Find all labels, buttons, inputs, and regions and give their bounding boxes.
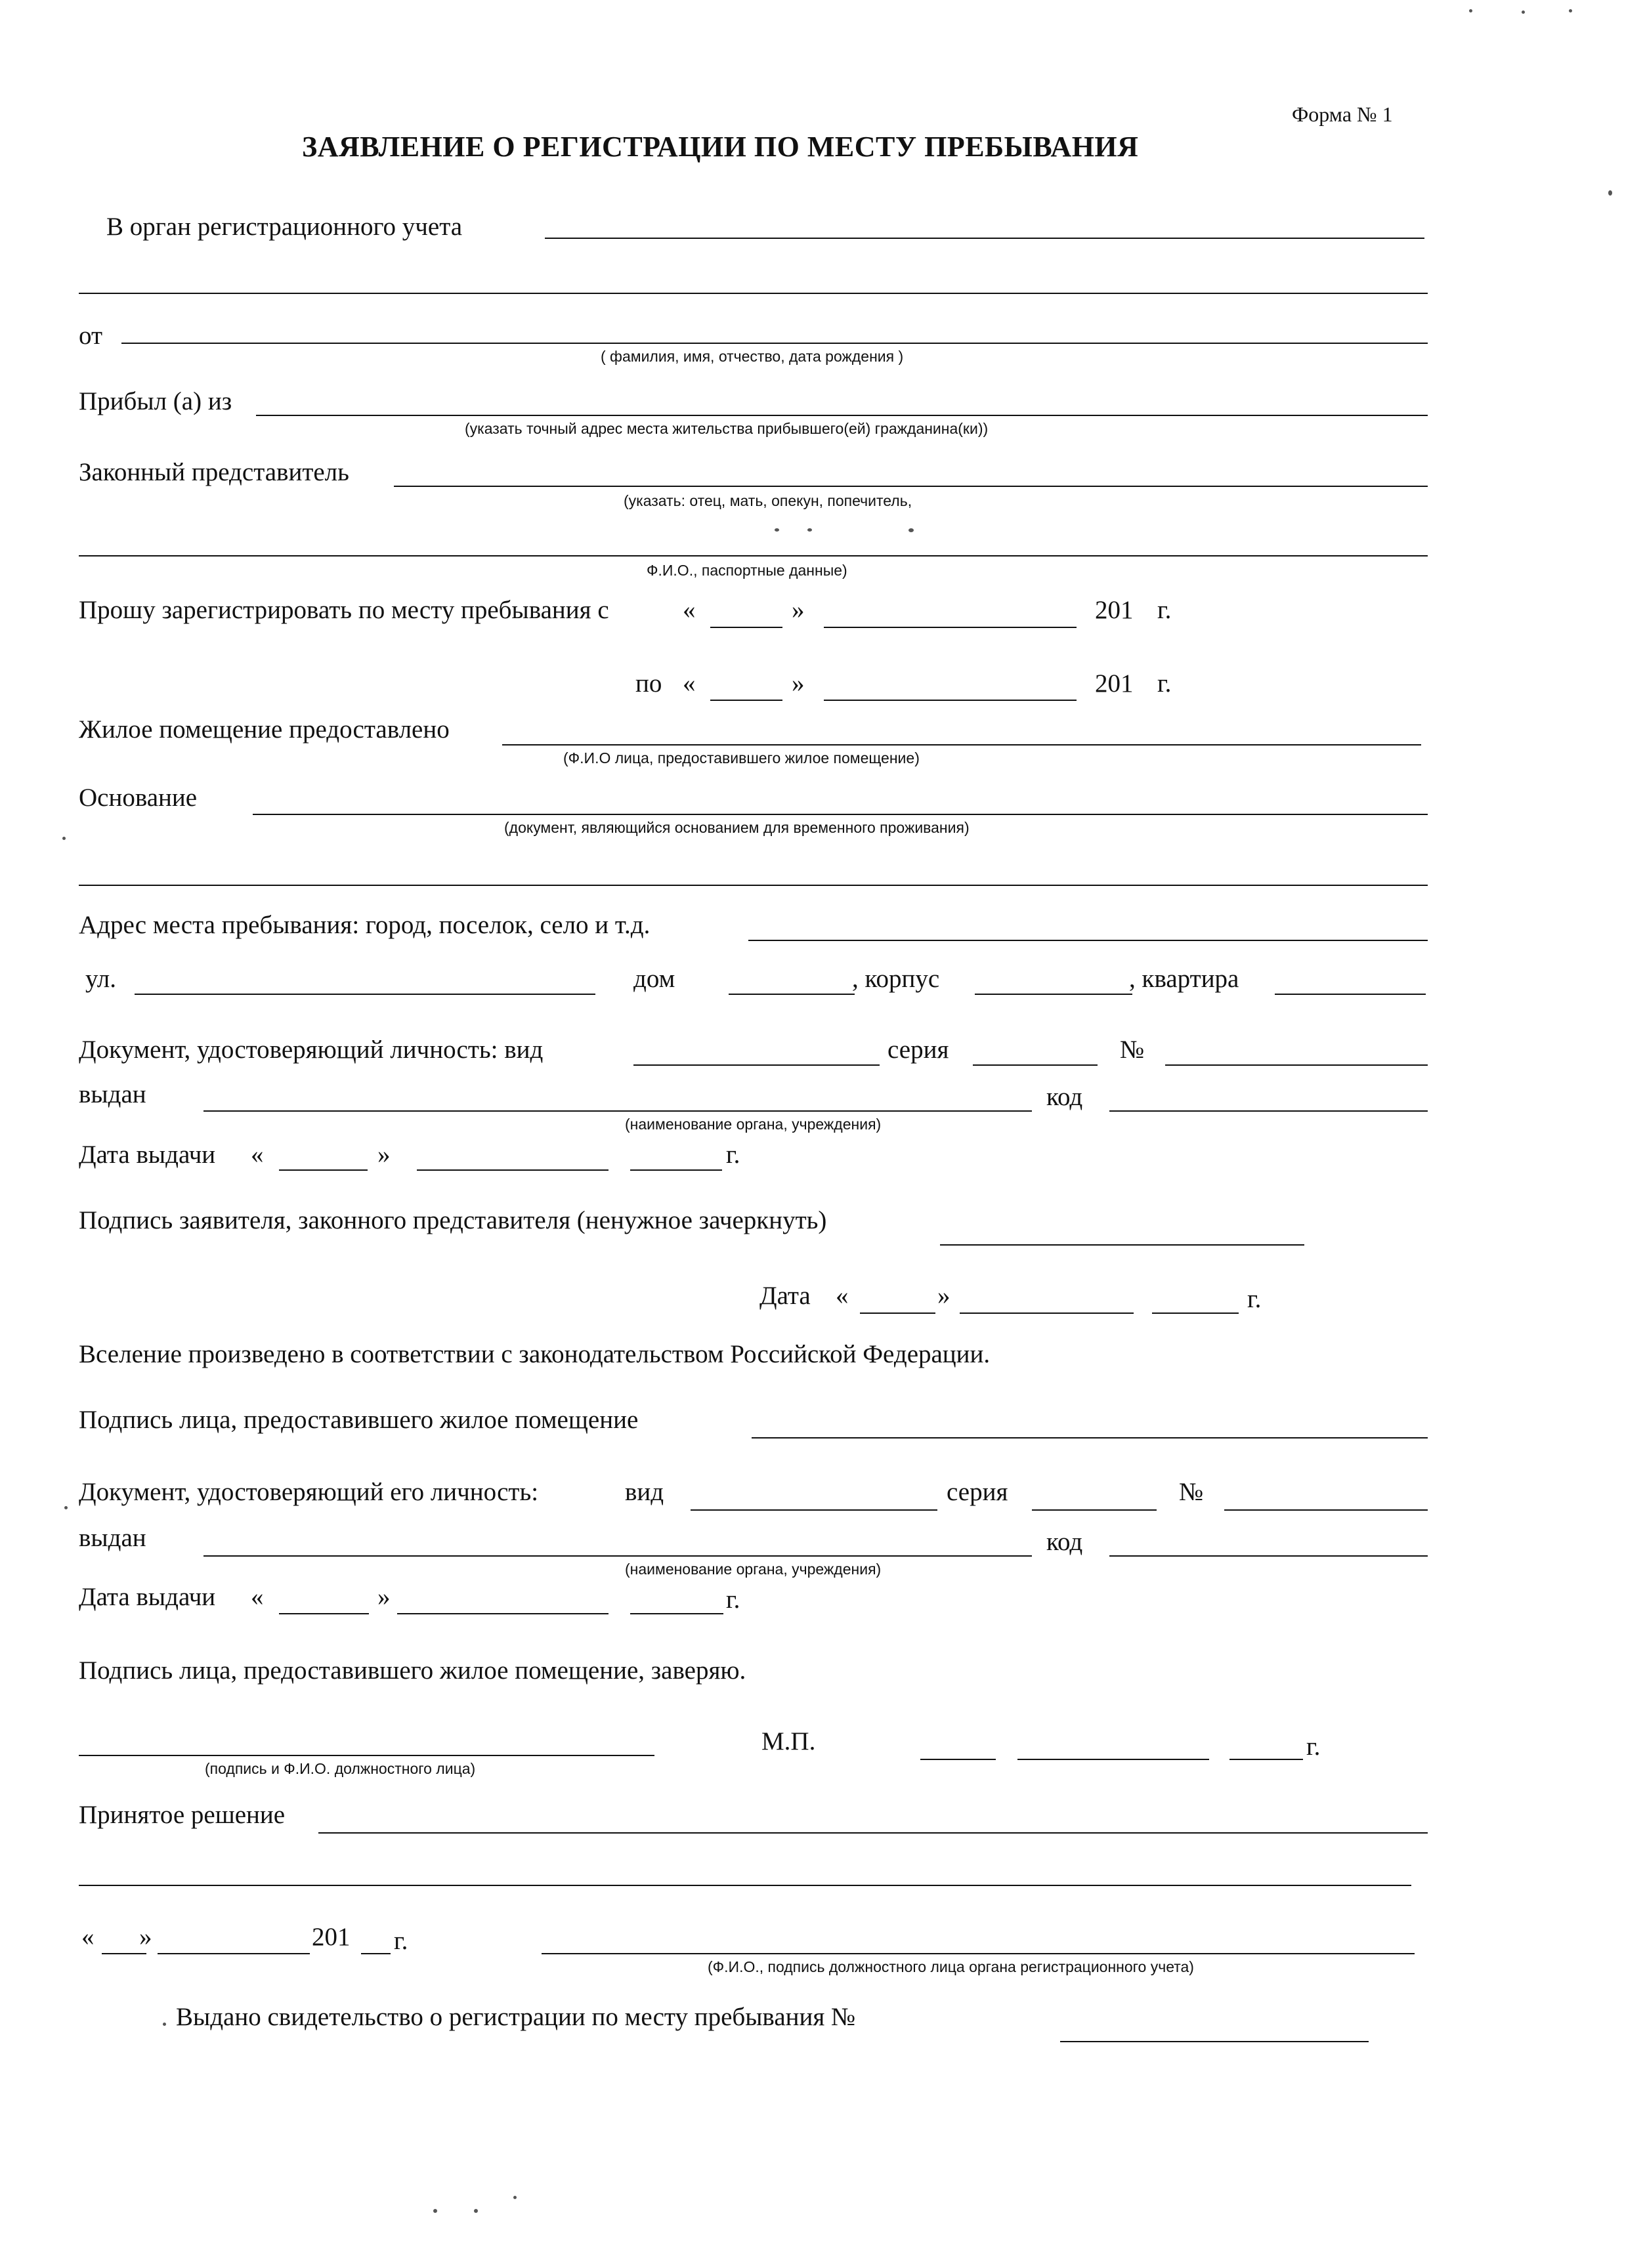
request-to-close-quote: » [792, 669, 805, 698]
certificate-number-field[interactable] [1060, 2041, 1369, 2042]
from-field[interactable] [121, 343, 1428, 344]
decision-date-open-quote: « [81, 1923, 95, 1951]
applicant-issue-day-field[interactable] [279, 1169, 368, 1171]
housing-field[interactable] [502, 744, 1421, 746]
request-to-year-prefix: 201 [1095, 669, 1134, 698]
building-field[interactable] [975, 994, 1132, 995]
request-to-label: по [635, 669, 662, 698]
legal-rep-field-line2[interactable] [79, 555, 1428, 556]
provider-id-issuer-hint: (наименование органа, учреждения) [625, 1561, 882, 1578]
applicant-id-kind-field[interactable] [633, 1064, 880, 1066]
scan-speck [807, 528, 812, 532]
house-label: дом [633, 965, 675, 993]
legal-rep-hint-2: Ф.И.О., паспортные данные) [647, 562, 847, 579]
apartment-label: , квартира [1129, 965, 1239, 993]
street-label: ул. [85, 965, 116, 993]
scan-speck [1608, 190, 1612, 196]
legal-rep-hint: (указать: отец, мать, опекун, попечитель, [624, 492, 912, 509]
scan-speck [163, 2023, 166, 2026]
request-label: Прошу зарегистрировать по месту пребывания с [79, 596, 609, 624]
scan-speck [1569, 9, 1572, 12]
scan-speck [62, 837, 66, 840]
registration-body-field-line2[interactable] [79, 293, 1428, 294]
scan-speck [1522, 10, 1525, 14]
date-label: Дата [759, 1282, 811, 1310]
applicant-issue-date-label: Дата выдачи [79, 1141, 216, 1169]
certification-statement: Подпись лица, предоставившего жилое помещение, заверяю. [79, 1656, 746, 1685]
request-to-open-quote: « [683, 669, 696, 698]
scan-speck [513, 2196, 517, 2199]
stamp-label: М.П. [761, 1727, 816, 1755]
registrar-signature-field[interactable] [542, 1953, 1415, 1954]
applicant-issue-date-close-quote: » [377, 1141, 391, 1169]
provider-id-code-field[interactable] [1109, 1555, 1428, 1557]
registrar-hint: (Ф.И.О., подпись должностного лица органа регистрационного учета) [708, 1958, 1194, 1975]
basis-field-line2[interactable] [79, 885, 1428, 886]
applicant-id-issued-field[interactable] [203, 1110, 1032, 1112]
applicant-issue-month-field[interactable] [417, 1169, 609, 1171]
provider-id-number-label: № [1179, 1478, 1204, 1506]
scan-speck [908, 528, 914, 532]
provider-signature-label: Подпись лица, предоставившего жилое помещение [79, 1406, 639, 1434]
request-from-open-quote: « [683, 596, 696, 624]
provider-id-number-field[interactable] [1224, 1509, 1428, 1511]
form-number: Форма № 1 [1292, 102, 1393, 126]
decision-year-field[interactable] [361, 1953, 391, 1954]
applicant-issue-date-open-quote: « [251, 1141, 264, 1169]
request-to-month-field[interactable] [824, 700, 1077, 701]
decision-field-line2[interactable] [79, 1885, 1411, 1886]
street-field[interactable] [135, 994, 595, 995]
arrived-from-label: Прибыл (а) из [79, 387, 232, 415]
provider-id-kind-field[interactable] [691, 1509, 937, 1511]
from-hint: ( фамилия, имя, отчество, дата рождения ) [601, 348, 904, 365]
provider-issue-date-close-quote: » [377, 1583, 391, 1611]
request-from-day-field[interactable] [710, 627, 782, 628]
legal-rep-label: Законный представитель [79, 458, 349, 486]
house-field[interactable] [729, 994, 855, 995]
date-day-field[interactable] [860, 1312, 935, 1314]
certificate-issued-label: Выдано свидетельство о регистрации по месту пребывания № [176, 2003, 856, 2031]
provider-issue-date-open-quote: « [251, 1583, 264, 1611]
applicant-id-series-field[interactable] [973, 1064, 1098, 1066]
applicant-signature-label: Подпись заявителя, законного представителя (ненужное зачеркнуть) [79, 1206, 827, 1234]
provider-issue-year-suffix: г. [726, 1586, 740, 1614]
provider-id-issued-label: выдан [79, 1524, 146, 1552]
official-signature-field[interactable] [79, 1755, 654, 1756]
basis-label: Основание [79, 784, 198, 812]
official-hint: (подпись и Ф.И.О. должностного лица) [205, 1760, 476, 1777]
decision-day-field[interactable] [102, 1953, 146, 1954]
registration-body-field[interactable] [545, 238, 1424, 239]
provider-id-series-label: серия [947, 1478, 1008, 1506]
provider-issue-month-field[interactable] [397, 1613, 609, 1614]
request-from-close-quote: » [792, 596, 805, 624]
applicant-id-number-label: № [1120, 1036, 1145, 1064]
stamp-year-suffix: г. [1306, 1732, 1321, 1761]
scan-speck [64, 1506, 68, 1509]
provider-id-code-label: код [1046, 1528, 1083, 1556]
provider-issue-day-field[interactable] [279, 1613, 369, 1614]
stamp-year-field[interactable] [1229, 1759, 1303, 1760]
address-city-field[interactable] [748, 940, 1428, 941]
decision-year-prefix: 201 [312, 1923, 351, 1951]
housing-hint: (Ф.И.О лица, предоставившего жилое помещение) [563, 749, 920, 766]
date-year-suffix: г. [1247, 1285, 1262, 1313]
building-label: , корпус [852, 965, 940, 993]
provider-issue-date-label: Дата выдачи [79, 1583, 216, 1611]
date-month-field[interactable] [960, 1312, 1134, 1314]
apartment-field[interactable] [1275, 994, 1426, 995]
scan-speck [433, 2209, 437, 2213]
applicant-id-issued-label: выдан [79, 1080, 146, 1108]
applicant-signature-field[interactable] [940, 1244, 1304, 1246]
provider-id-series-field[interactable] [1032, 1509, 1157, 1511]
applicant-id-label: Документ, удостоверяющий личность: вид [79, 1036, 544, 1064]
provider-issue-year-field[interactable] [630, 1613, 723, 1614]
request-to-year-suffix: г. [1157, 669, 1172, 698]
applicant-id-code-field[interactable] [1109, 1110, 1428, 1112]
arrived-from-hint: (указать точный адрес места жительства прибывшего(ей) гражданина(ки)) [465, 420, 989, 437]
stamp-day-field[interactable] [920, 1759, 996, 1760]
document-title: ЗАЯВЛЕНИЕ О РЕГИСТРАЦИИ ПО МЕСТУ ПРЕБЫВАНИЯ [302, 131, 1139, 163]
applicant-id-issuer-hint: (наименование органа, учреждения) [625, 1116, 882, 1133]
applicant-id-series-label: серия [887, 1036, 949, 1064]
basis-hint: (документ, являющийся основанием для временного проживания) [504, 819, 970, 836]
provider-signature-field[interactable] [752, 1437, 1428, 1438]
decision-field[interactable] [318, 1832, 1428, 1834]
applicant-issue-year-suffix: г. [726, 1141, 740, 1169]
basis-field[interactable] [253, 814, 1428, 815]
decision-month-field[interactable] [158, 1953, 310, 1954]
registration-body-label: В орган регистрационного учета [106, 213, 463, 241]
provider-id-kind-label: вид [625, 1478, 664, 1506]
applicant-id-number-field[interactable] [1165, 1064, 1428, 1066]
decision-label: Принятое решение [79, 1801, 286, 1829]
arrived-from-field[interactable] [256, 415, 1428, 416]
address-label: Адрес места пребывания: город, поселок, село и т.д. [79, 911, 651, 939]
stamp-month-field[interactable] [1017, 1759, 1209, 1760]
applicant-issue-year-field[interactable] [630, 1169, 722, 1171]
scan-speck [1469, 9, 1472, 12]
provider-id-label: Документ, удостоверяющий его личность: [79, 1478, 539, 1506]
request-to-day-field[interactable] [710, 700, 782, 701]
date-close-quote: » [937, 1282, 951, 1310]
move-in-statement: Вселение произведено в соответствии с законодательством Российской Федерации. [79, 1340, 991, 1368]
from-label: от [79, 322, 103, 350]
applicant-id-code-label: код [1046, 1083, 1083, 1111]
decision-year-suffix: г. [394, 1927, 408, 1955]
scan-speck [775, 528, 779, 532]
request-from-year-suffix: г. [1157, 596, 1172, 624]
provider-id-issued-field[interactable] [203, 1555, 1032, 1557]
scan-speck [474, 2209, 478, 2213]
legal-rep-field[interactable] [394, 486, 1428, 487]
request-from-year-prefix: 201 [1095, 596, 1134, 624]
request-from-month-field[interactable] [824, 627, 1077, 628]
date-open-quote: « [836, 1282, 849, 1310]
decision-date-close-quote: » [139, 1923, 152, 1951]
date-year-field[interactable] [1152, 1312, 1239, 1314]
housing-label: Жилое помещение предоставлено [79, 715, 450, 744]
